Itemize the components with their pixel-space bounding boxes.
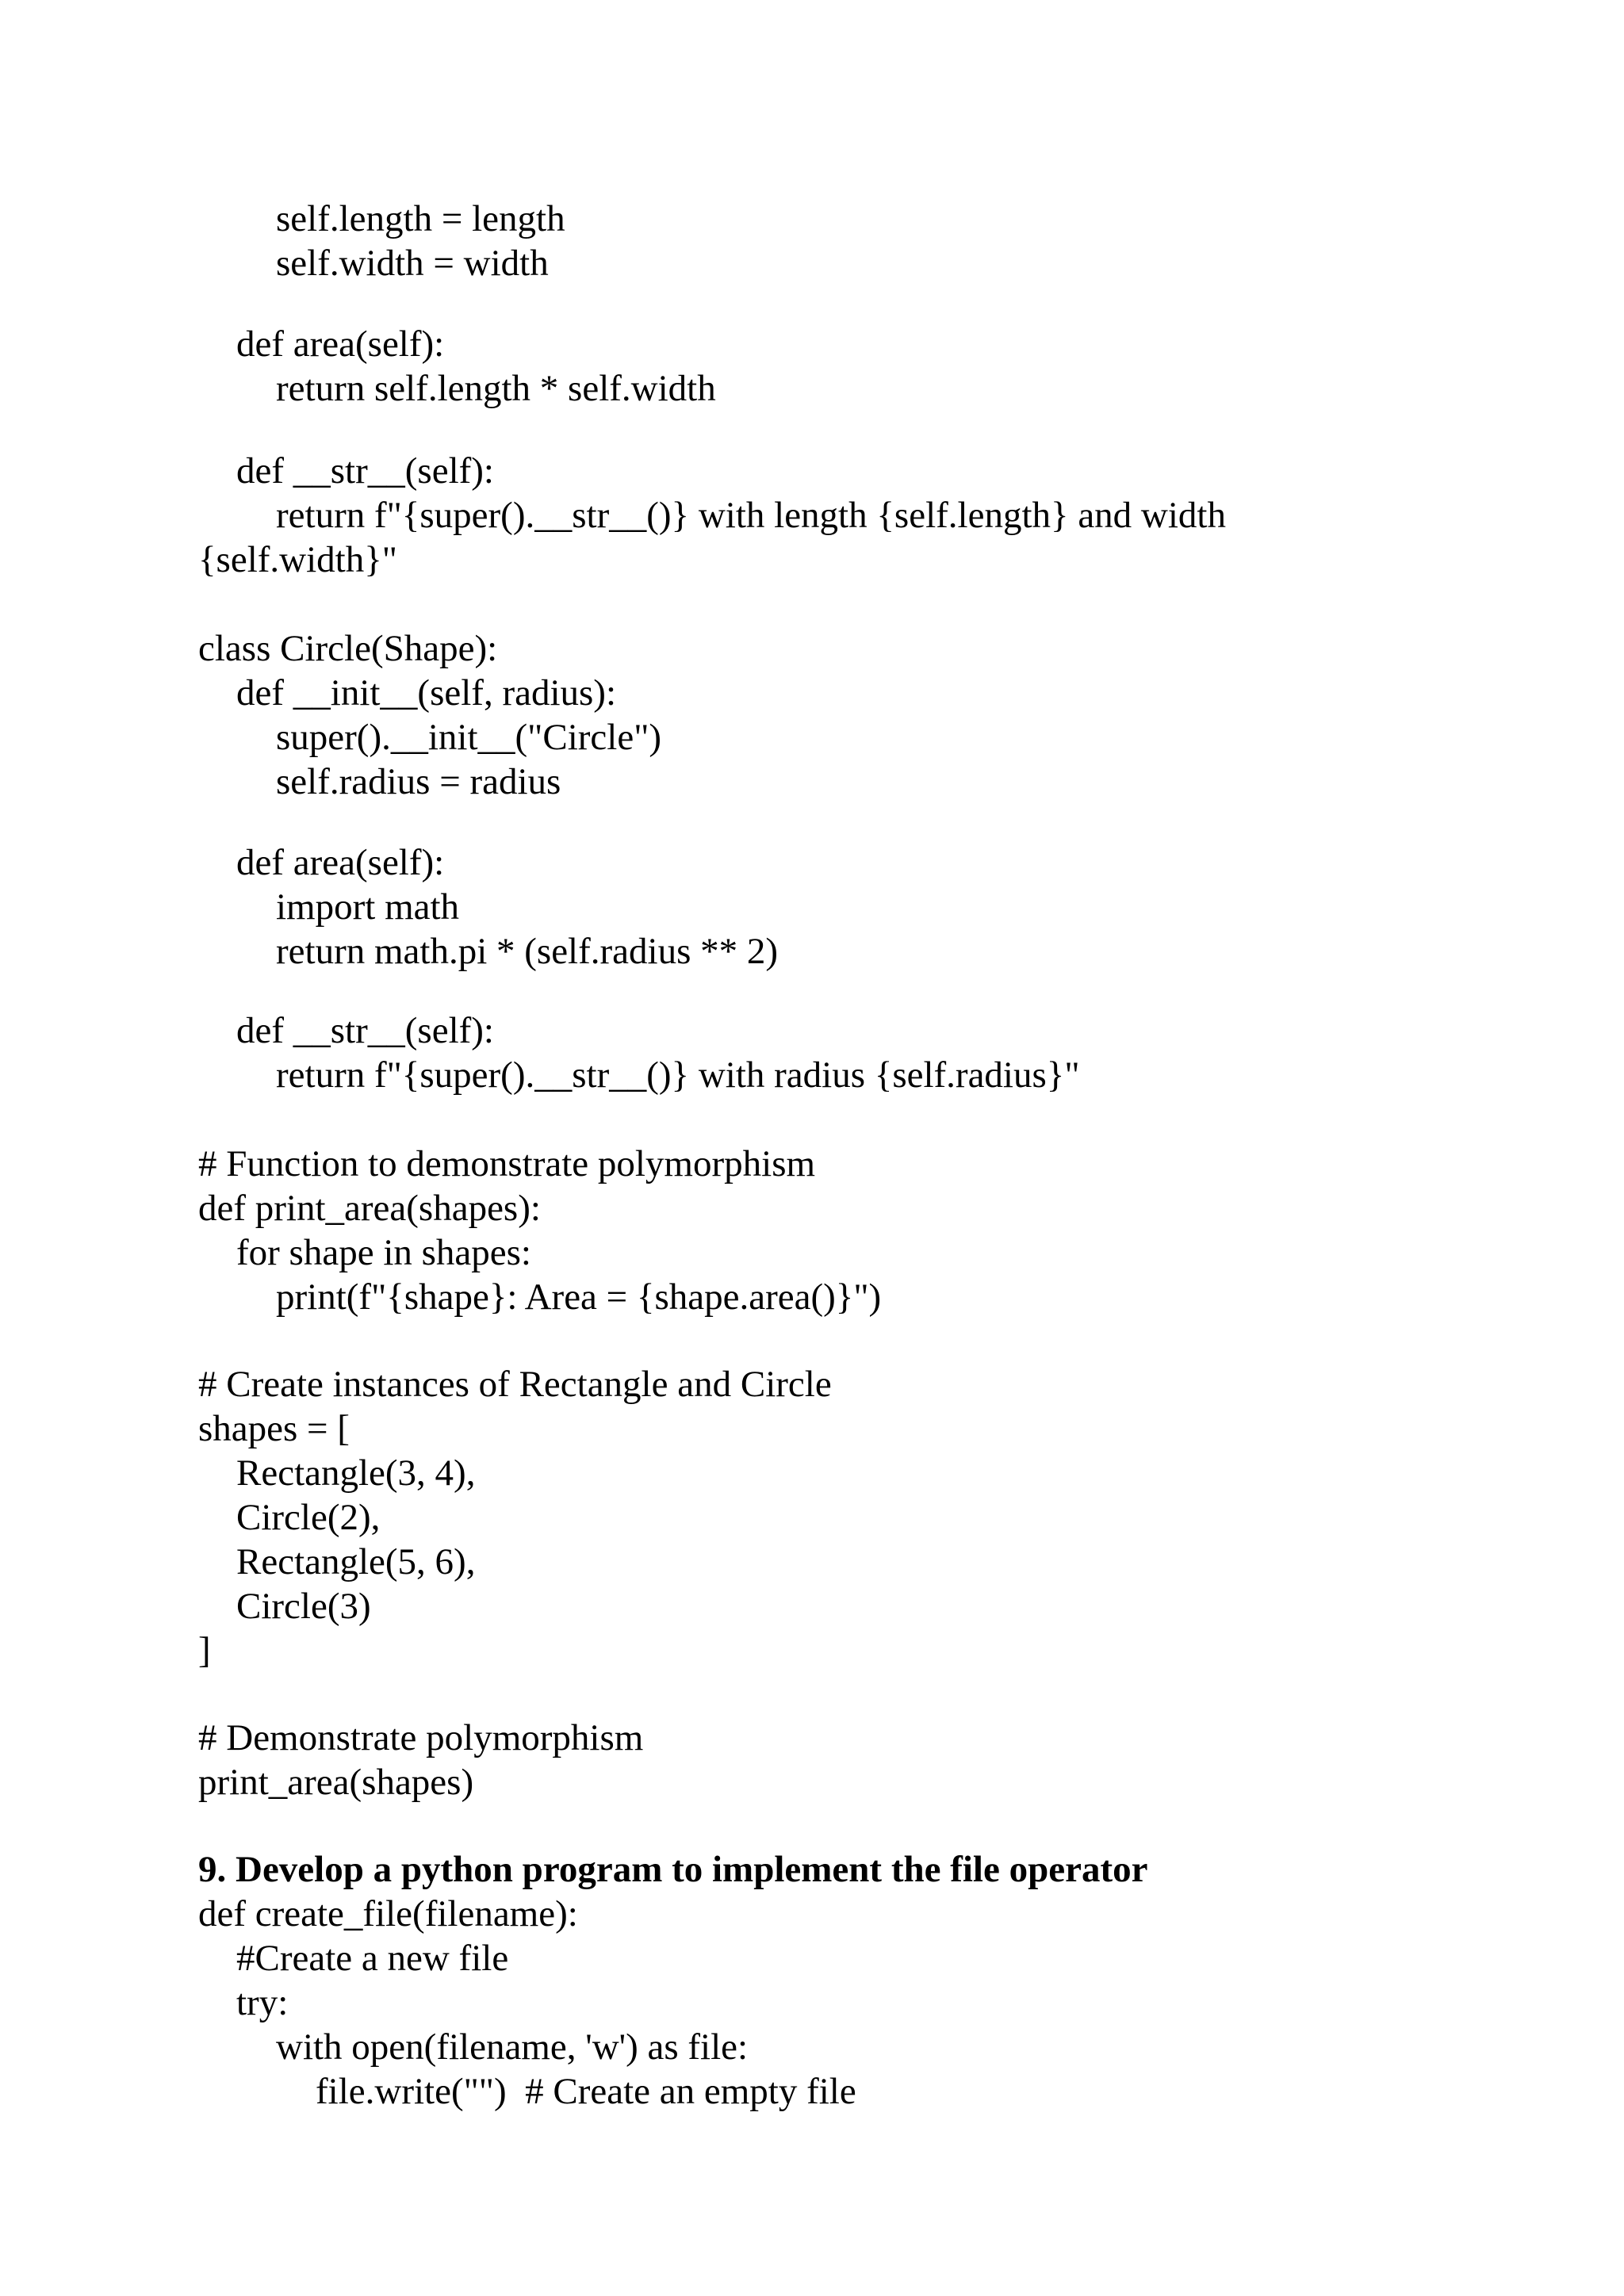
code-comment: # Function to demonstrate polymorphism [198, 1143, 816, 1184]
code-comment: # Create instances of Rectangle and Circle [198, 1364, 832, 1405]
code-line: return math.pi * (self.radius ** 2) [276, 931, 779, 972]
code-line: Circle(2), [236, 1497, 381, 1538]
code-line: class Circle(Shape): [198, 628, 498, 669]
code-line: print(f"{shape}: Area = {shape.area()}") [276, 1276, 882, 1318]
code-line: self.radius = radius [276, 761, 561, 802]
section-heading: 9. Develop a python program to implement the file operator [198, 1849, 1148, 1890]
code-line: def __str__(self): [236, 450, 494, 492]
code-line: {self.width}" [198, 539, 397, 580]
code-line: Rectangle(5, 6), [236, 1541, 476, 1582]
code-line: Circle(3) [236, 1586, 371, 1627]
code-line: with open(filename, 'w') as file: [276, 2026, 749, 2068]
code-line: def __str__(self): [236, 1010, 494, 1051]
code-line: def __init__(self, radius): [236, 672, 617, 714]
code-line: ] [198, 1630, 211, 1671]
code-line: def area(self): [236, 323, 445, 365]
code-line: file.write("") # Create an empty file [316, 2071, 856, 2112]
code-line: print_area(shapes) [198, 1762, 474, 1803]
code-line: return self.length * self.width [276, 368, 716, 409]
code-comment: #Create a new file [236, 1938, 509, 1979]
code-line: import math [276, 886, 460, 928]
code-line: self.width = width [276, 243, 549, 284]
code-line: for shape in shapes: [236, 1232, 531, 1273]
code-line: return f"{super().__str__()} with length {self.length} and width [276, 495, 1226, 536]
code-line: def area(self): [236, 842, 445, 883]
code-line: def print_area(shapes): [198, 1188, 541, 1229]
code-line: def create_file(filename): [198, 1893, 578, 1934]
code-line: return f"{super().__str__()} with radius {self.radius}" [276, 1054, 1080, 1096]
code-line: super().__init__("Circle") [276, 717, 662, 758]
code-comment: # Demonstrate polymorphism [198, 1717, 644, 1758]
code-line: try: [236, 1982, 289, 2023]
code-line: shapes = [ [198, 1408, 350, 1449]
code-line: Rectangle(3, 4), [236, 1452, 476, 1494]
code-line: self.length = length [276, 198, 565, 239]
